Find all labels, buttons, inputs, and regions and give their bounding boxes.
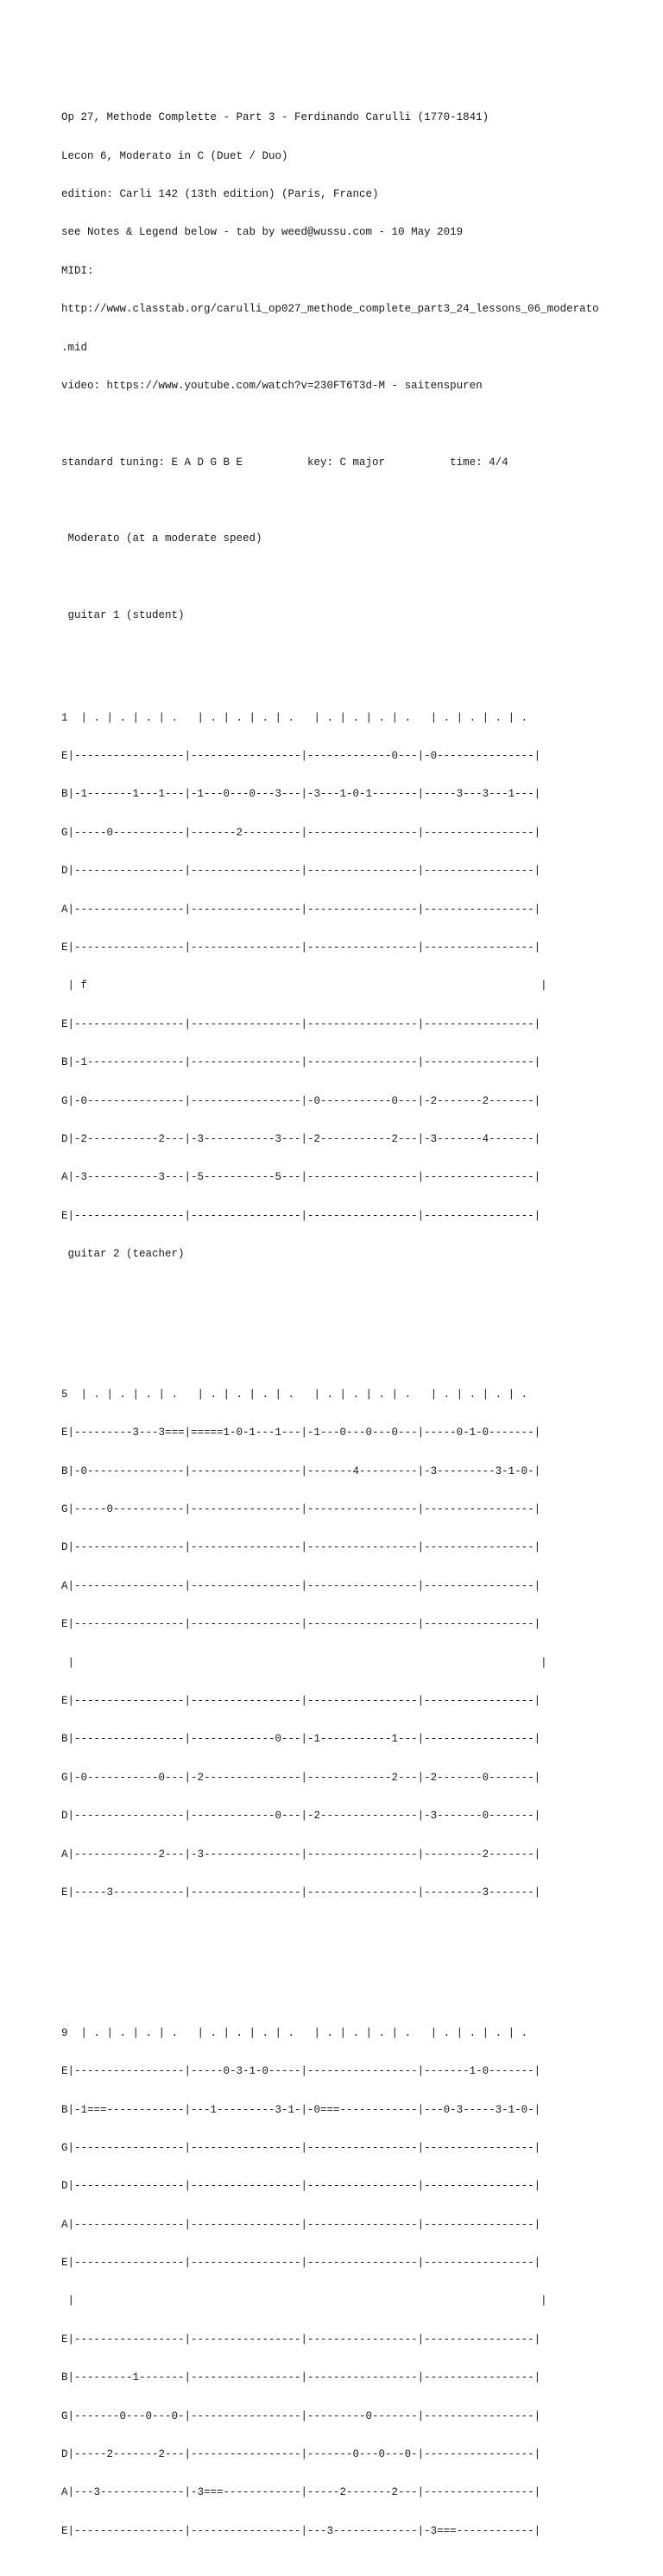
tab-line: A|-----------------|-----------------|-----------------|-----------------| xyxy=(61,903,541,916)
tab-line: G|-----0-----------|-------2---------|-----------------|-----------------| xyxy=(61,826,541,839)
tab-line: E|-----3-----------|-----------------|-----------------|---------3-------| xyxy=(61,1886,541,1899)
blank-line xyxy=(61,1287,599,1300)
video-line: video: https://www.youtube.com/watch?v=230FT6T3d-M - saitenspuren xyxy=(61,379,483,392)
dynamics-line: | f | xyxy=(61,979,547,992)
tab-line: B|-0---------------|-----------------|-------4---------|-3---------3-1-0-| xyxy=(61,1464,541,1477)
tab-line: D|-----------------|-----------------|-----------------|-----------------| xyxy=(61,1541,541,1554)
subtitle-line: Lecon 6, Moderato in C (Duet / Duo) xyxy=(61,149,288,162)
notes-line: see Notes & Legend below - tab by weed@wussu.com - 10 May 2019 xyxy=(61,226,464,239)
edition-line: edition: Carli 142 (13th edition) (Paris, France) xyxy=(61,187,379,200)
tab-line: A|---3-------------|-3===------------|-----2-------2---|-----------------| xyxy=(61,2486,541,2499)
tab-line: D|-----2-------2---|-----------------|-------0---0---0-|-----------------| xyxy=(61,2448,541,2461)
tab-line: B|-1===------------|---1---------3-1-|-0===------------|---0-3-----3-1-0-| xyxy=(61,2103,541,2116)
measure-ruler: 5 | . | . | . | . | . | . | . | . | . | . | . | . | . | . | . | . xyxy=(61,1388,528,1401)
tab-line: E|-----------------|-----------------|-------------0---|-0---------------| xyxy=(61,750,541,763)
tab-line: G|-----0-----------|-----------------|-----------------|-----------------| xyxy=(61,1503,541,1516)
tab-line: E|-----------------|-----------------|---3-------------|-3===------------| xyxy=(61,2524,541,2537)
tab-line: E|-----------------|-----------------|-----------------|-----------------| xyxy=(61,1017,541,1030)
tab-line: B|-1-------1---1---|-1---0---0---3---|-3---1-0-1-------|-----3---3---1---| xyxy=(61,788,541,801)
blank-line xyxy=(61,494,599,507)
tab-line: B|---------1-------|-----------------|-----------------|-----------------| xyxy=(61,2371,541,2384)
tab-line: E|-----------------|-----------------|-----------------|-----------------| xyxy=(61,1695,541,1707)
tab-line: G|-0-----------0---|-2---------------|-------------2---|-2-------0-------| xyxy=(61,1771,541,1784)
midi-url: http://www.classtab.org/carulli_op027_methode_complete_part3_24_lessons_06_moderato xyxy=(61,303,599,316)
tab-line: E|---------3---3===|=====1-0-1---1---|-1---0---0---0---|-----0-1-0-------| xyxy=(61,1427,541,1439)
guitar2-label: guitar 2 (teacher) xyxy=(61,1248,185,1261)
tab-line: D|-----------------|-----------------|-----------------|-----------------| xyxy=(61,2180,541,2193)
title-line: Op 27, Methode Complette - Part 3 - Ferdinando Carulli (1770-1841) xyxy=(61,111,489,124)
tab-line: G|-------0---0---0-|-----------------|---------0-------|-----------------| xyxy=(61,2409,541,2422)
tab-line: G|-0---------------|-----------------|-0-----------0---|-2-------2-------| xyxy=(61,1094,541,1107)
tab-line: E|-----------------|-----------------|-----------------|-----------------| xyxy=(61,2333,541,2346)
tab-line: E|-----------------|-----------------|-----------------|-----------------| xyxy=(61,941,541,954)
measure-ruler: 9 | . | . | . | . | . | . | . | . | . | . | . | . | . | . | . | . xyxy=(61,2026,528,2039)
blank-line xyxy=(61,418,599,431)
midi-label: MIDI: xyxy=(61,264,94,277)
tab-line: E|-----------------|-----------------|-----------------|-----------------| xyxy=(61,1618,541,1631)
blank-line xyxy=(61,1924,599,1937)
tab-line: A|-------------2---|-3---------------|-----------------|---------2-------| xyxy=(61,1848,541,1861)
separator-line: | | xyxy=(61,1656,547,1669)
tuning-key-time-line: standard tuning: E A D G B E key: C major time: 4/4 xyxy=(61,456,508,469)
tab-line: D|-2-----------2---|-3-----------3---|-2-----------2---|-3-------4-------| xyxy=(61,1132,541,1145)
tab-line: E|-----------------|-----------------|-----------------|-----------------| xyxy=(61,1209,541,1222)
midi-url-ext: .mid xyxy=(61,341,88,354)
tab-line: A|-3-----------3---|-5-----------5---|-----------------|-----------------| xyxy=(61,1171,541,1184)
blank-line xyxy=(61,571,599,584)
guitar1-label: guitar 1 (student) xyxy=(61,609,185,622)
tab-system-2 xyxy=(61,1363,599,1962)
tab-line: B|-----------------|-------------0---|-1-----------1---|-----------------| xyxy=(61,1733,541,1746)
tab-line: A|-----------------|-----------------|-----------------|-----------------| xyxy=(61,2218,541,2231)
tab-line: D|-----------------|-------------0---|-2---------------|-3-------0-------| xyxy=(61,1810,541,1823)
tab-system-3 xyxy=(61,2001,599,2563)
header-block xyxy=(61,86,599,648)
tablature-document xyxy=(61,60,599,2576)
tab-line: D|-----------------|-----------------|-----------------|-----------------| xyxy=(61,865,541,878)
tab-line: B|-1---------------|-----------------|-----------------|-----------------| xyxy=(61,1056,541,1069)
tab-line: A|-----------------|-----------------|-----------------|-----------------| xyxy=(61,1579,541,1592)
tab-line: E|-----------------|-----0-3-1-0-----|-----------------|-------1-0-------| xyxy=(61,2065,541,2078)
tab-line: G|-----------------|-----------------|-----------------|-----------------| xyxy=(61,2141,541,2154)
tab-line: E|-----------------|-----------------|-----------------|-----------------| xyxy=(61,2257,541,2270)
tab-system-1 xyxy=(61,686,599,1325)
measure-ruler: 1 | . | . | . | . | . | . | . | . | . | . | . | . | . | . | . | . xyxy=(61,711,528,724)
tempo-line: Moderato (at a moderate speed) xyxy=(61,532,262,545)
separator-line: | | xyxy=(61,2295,547,2308)
